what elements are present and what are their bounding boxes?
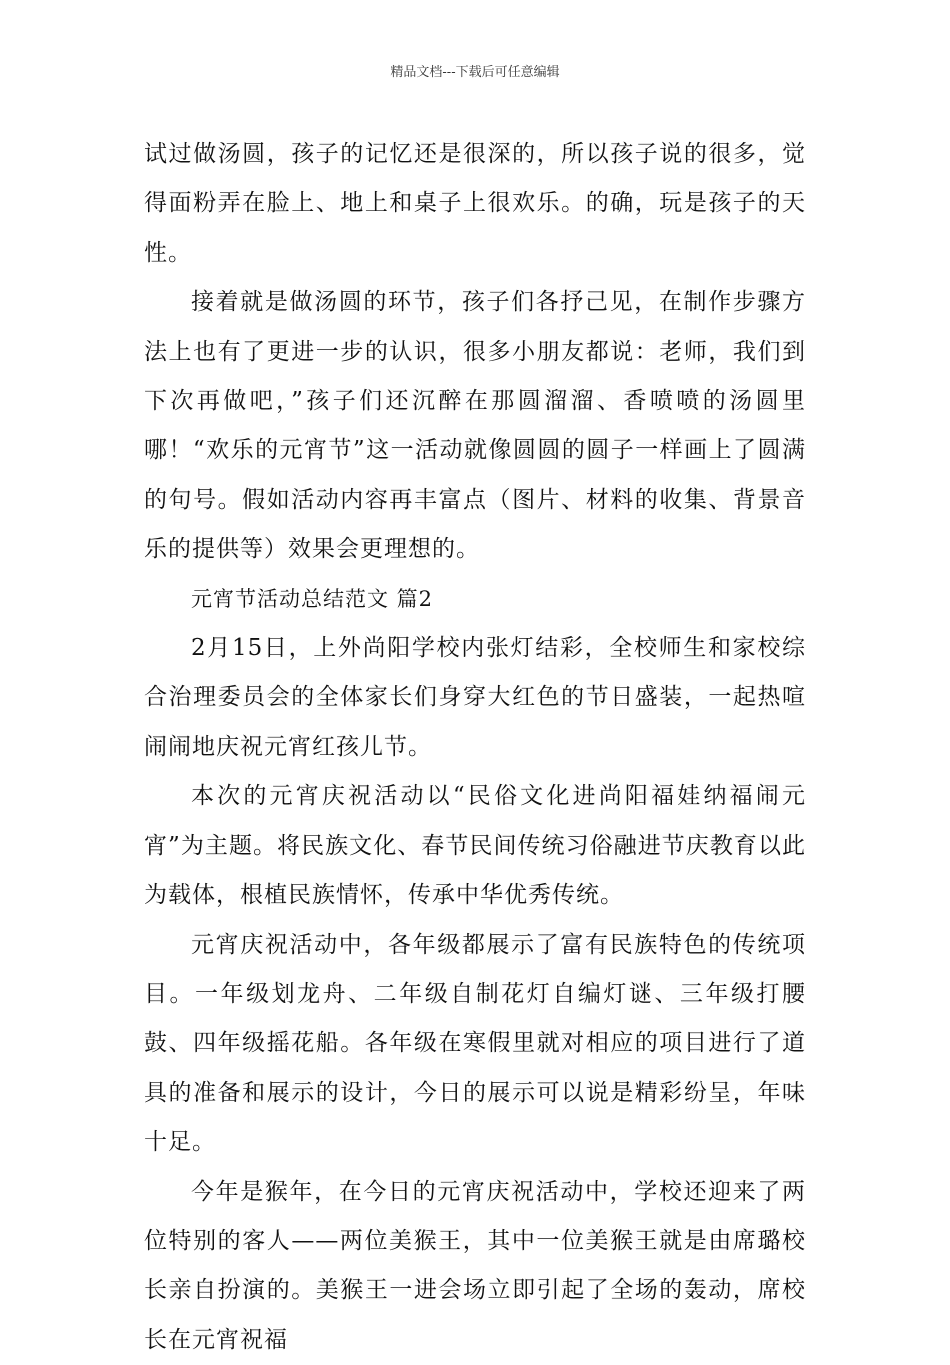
paragraph: 2月15日，上外尚阳学校内张灯结彩，全校师生和家校综合治理委员会的全体家长们身穿大红色的节日盛装，一起热喧闹闹地庆祝元宵红孩儿节。 bbox=[144, 635, 806, 760]
paragraph: 今年是猴年，在今日的元宵庆祝活动中，学校还迎来了两位特别的客人——两位美猴王，其中一位美猴王就是由席璐校长亲自扮演的。美猴王一进会场立即引起了全场的轰动，席校长在元宵祝福 bbox=[144, 1178, 806, 1353]
section-heading: 元宵节活动总结范文 篇2 bbox=[191, 586, 434, 611]
paragraph: 接着就是做汤圆的环节，孩子们各抒己见，在制作步骤方法上也有了更进一步的认识，很多小朋友都说：老师，我们到下次再做吧，”孩子们还沉醉在那圆溜溜、香喷喷的汤圆里哪！“欢乐的元宵节”这一活动就像圆圆的圆子一样画上了圆满的句号。假如活动内容再丰富点（图片、材料的收集、背景音乐的提供等）效果会更理想的。 bbox=[144, 289, 806, 563]
paragraph: 元宵庆祝活动中，各年级都展示了富有民族特色的传统项目。一年级划龙舟、二年级自制花灯自编灯谜、三年级打腰鼓、四年级摇花船。各年级在寒假里就对相应的项目进行了道具的准备和展示的设计，今日的展示可以说是精彩纷呈，年味十足。 bbox=[144, 931, 806, 1156]
document-body bbox=[144, 130, 806, 1365]
paragraph-continued: 试过做汤圆，孩子的记忆还是很深的，所以孩子说的很多，觉得面粉弄在脸上、地上和桌子上很欢乐。的确，玩是孩子的天性。 bbox=[144, 141, 806, 266]
paragraph: 本次的元宵庆祝活动以“民俗文化进尚阳福娃纳福闹元宵”为主题。将民族文化、春节民间传统习俗融进节庆教育以此为载体，根植民族情怀，传承中华优秀传统。 bbox=[144, 783, 806, 909]
page-header: 精品文档---下载后可任意编辑 bbox=[390, 65, 560, 80]
